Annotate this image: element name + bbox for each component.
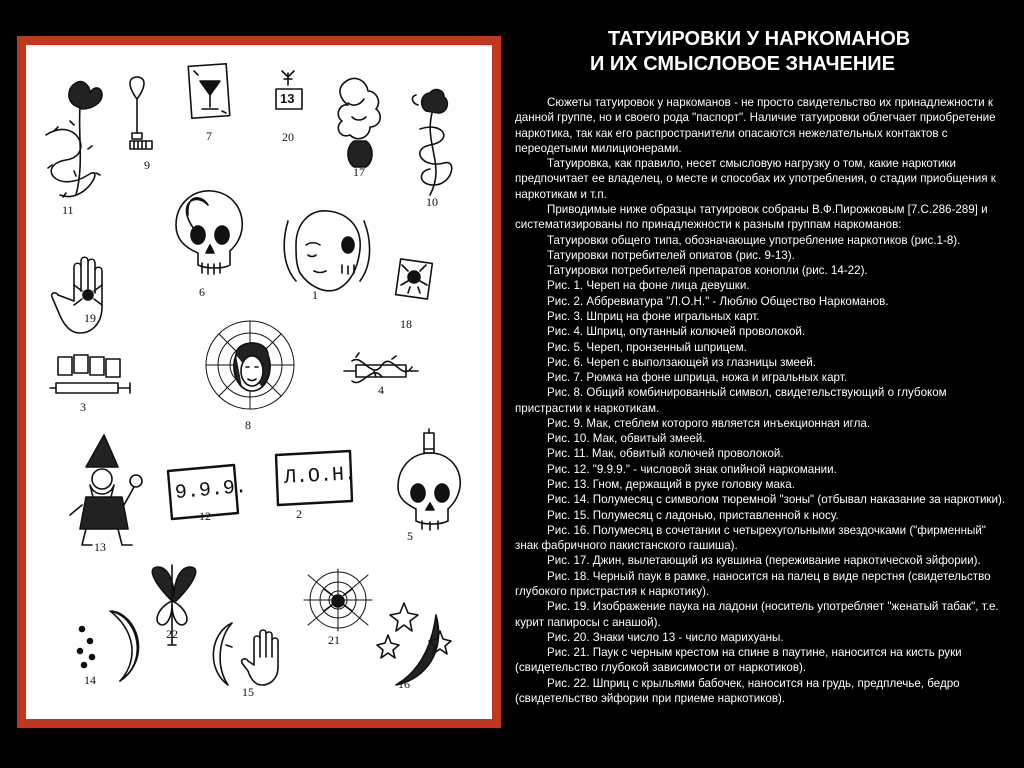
figure-caption-14: Рис. 14. Полумесяц с символом тюремной "зоны" (отбывал наказание за наркотики).	[547, 493, 1006, 507]
figure-caption-3: Рис. 3. Шприц на фоне игральных карт.	[547, 309, 760, 323]
article-body	[515, 95, 1009, 706]
figure-caption-9: Рис. 9. Мак, стеблем которого является инъекционная игла.	[547, 416, 871, 430]
figure-number-20: 20	[282, 130, 294, 144]
tattoo-11-poppy-barbed-wire	[46, 82, 102, 197]
figure-caption-1: Рис. 1. Череп на фоне лица девушки.	[547, 279, 750, 293]
tattoo-6-skull-snake	[176, 191, 242, 274]
figure-caption-22: Рис. 22. Шприц с крыльями бабочек, наносится на грудь, предплечье, бедро (свидетельство эйфории при приеме наркотиков).	[515, 676, 960, 705]
figure-number-3: 3	[80, 400, 86, 414]
tattoo-1-skull-girl	[284, 211, 369, 291]
figure-number-14: 14	[84, 673, 96, 687]
intro-paragraph-3: Приводимые ниже образцы татуировок собраны В.Ф.Пирожковым [7.С.286-289] и систематизированы по принадлежности к разным группам наркоманов:	[515, 202, 988, 232]
illustration-plate	[17, 36, 501, 728]
figure-caption-19: Рис. 19. Изображение паука на ладони (носитель употребляет "женатый табак", т.е. курит папиросы с анашой).	[515, 600, 999, 629]
tattoo-18-spider-frame	[396, 259, 433, 299]
tattoo-7-glass-cards	[188, 64, 230, 119]
tattoo-15-crescent-hand	[213, 623, 278, 685]
figure-caption-11: Рис. 11. Мак, обвитый колючей проволокой.	[547, 447, 784, 461]
intro-paragraph-6: Татуировки потребителей препаратов конопли (рис. 14-22).	[547, 264, 868, 278]
stamp-13-text: 13	[280, 91, 295, 106]
figure-number-8: 8	[245, 418, 251, 432]
tattoo-17-genie-jug	[338, 78, 380, 167]
figure-caption-17: Рис. 17. Джин, вылетающий из кувшина (переживание наркотической эйфории).	[547, 554, 981, 568]
figure-caption-10: Рис. 10. Мак, обвитый змеей.	[547, 432, 706, 446]
stamp-999-text: 9.9.9.	[174, 475, 248, 506]
figure-number-17: 17	[353, 165, 365, 179]
figure-caption-18: Рис. 18. Черный паук в рамке, наносится на палец в виде перстня (свидетельство глубокого пристрастия к наркотику).	[515, 569, 991, 598]
figure-caption-4: Рис. 4. Шприц, опутанный колючей проволокой.	[547, 325, 806, 339]
figure-number-19: 19	[84, 311, 96, 325]
figure-number-18: 18	[400, 317, 412, 331]
figure-caption-13: Рис. 13. Гном, держащий в руке головку мака.	[547, 478, 795, 492]
figure-caption-16: Рис. 16. Полумесяц в сочетании с четырехугольными звездочками ("фирменный" знак фабричного пакистанского гашиша).	[515, 523, 986, 553]
figure-number-4: 4	[378, 383, 384, 397]
tattoo-drawings	[26, 45, 492, 719]
figure-number-21: 21	[328, 633, 340, 647]
stamp-lon-text: Л.О.Н.	[283, 463, 357, 490]
figure-caption-7: Рис. 7. Рюмка на фоне шприца, ножа и игральных карт.	[547, 371, 847, 385]
tattoo-3-syringe-cards	[50, 355, 130, 393]
tattoo-8-web-girl	[206, 321, 294, 409]
figure-number-12: 12	[199, 509, 211, 523]
page-title	[530, 27, 1000, 77]
figure-number-5: 5	[407, 529, 413, 543]
figure-caption-5: Рис. 5. Череп, пронзенный шприцем.	[547, 340, 747, 354]
figure-number-16: 16	[398, 677, 410, 691]
intro-paragraph-4: Татуировки общего типа, обозначающие употребление наркотиков (рис.1-8).	[547, 233, 961, 247]
figure-number-7: 7	[206, 129, 212, 143]
intro-paragraph-2: Татуировка, как правило, несет смысловую нагрузку о том, какие наркотики предпочитает ее владелец, о месте и способах их употребления, о стадии приобщения к наркотикам и т.п.	[515, 157, 996, 201]
figure-number-10: 10	[426, 195, 438, 209]
figure-caption-21: Рис. 21. Паук с черным крестом на спине в паутине, наносится на кисть руки (свидетельство глубокой зависимости от наркотиков).	[515, 646, 962, 675]
tattoo-16-crescent-stars	[377, 603, 451, 685]
figure-caption-20: Рис. 20. Знаки число 13 - число марихуаны.	[547, 630, 784, 644]
tattoo-10-poppy-snake	[412, 90, 451, 195]
figure-number-6: 6	[199, 285, 205, 299]
figure-number-2: 2	[296, 507, 302, 521]
figure-caption-6: Рис. 6. Череп с выползающей из глазницы змеей.	[547, 355, 817, 369]
figure-number-9: 9	[144, 158, 150, 172]
intro-paragraph-5: Татуировки потребителей опиатов (рис. 9-13).	[547, 248, 795, 262]
figure-caption-15: Рис. 15. Полумесяц с ладонью, приставленной к носу.	[547, 508, 839, 522]
tattoo-13-gnome	[70, 435, 142, 545]
figure-number-15: 15	[242, 685, 254, 699]
figure-caption-12: Рис. 12. "9.9.9." - числовой знак опийной наркомании.	[547, 462, 837, 476]
title-line-1: ТАТУИРОВКИ У НАРКОМАНОВ	[608, 28, 911, 50]
tattoo-4-syringe-wire	[344, 353, 418, 383]
tattoo-9-poppy-syringe	[130, 77, 152, 149]
title-line-2: И ИХ СМЫСЛОВОЕ ЗНАЧЕНИЕ	[590, 53, 895, 75]
intro-paragraph-1: Сюжеты татуировок у наркоманов - не просто свидетельство их принадлежности к данной группе, но и своего рода "паспорт". Наличие татуировки облегчает приобретение наркотика, так как его распространители опасаются нежелательных контактов с переодетыми милиционерами.	[515, 96, 996, 155]
tattoo-14-crescent-dots	[78, 611, 139, 681]
figure-caption-2: Рис. 2. Аббревиатура "Л.О.Н." - Люблю Общество Наркоманов.	[547, 294, 889, 308]
figure-caption-8: Рис. 8. Общий комбинированный символ, свидетельствующий о глубоком пристрастии к наркотикам.	[515, 386, 947, 415]
tattoo-21-spider-web	[304, 569, 372, 631]
figure-number-11: 11	[62, 203, 74, 217]
figure-number-13: 13	[94, 540, 106, 554]
figure-number-1: 1	[312, 288, 318, 302]
tattoo-5-skull-syringe	[398, 429, 460, 530]
figure-number-22: 22	[166, 627, 178, 641]
